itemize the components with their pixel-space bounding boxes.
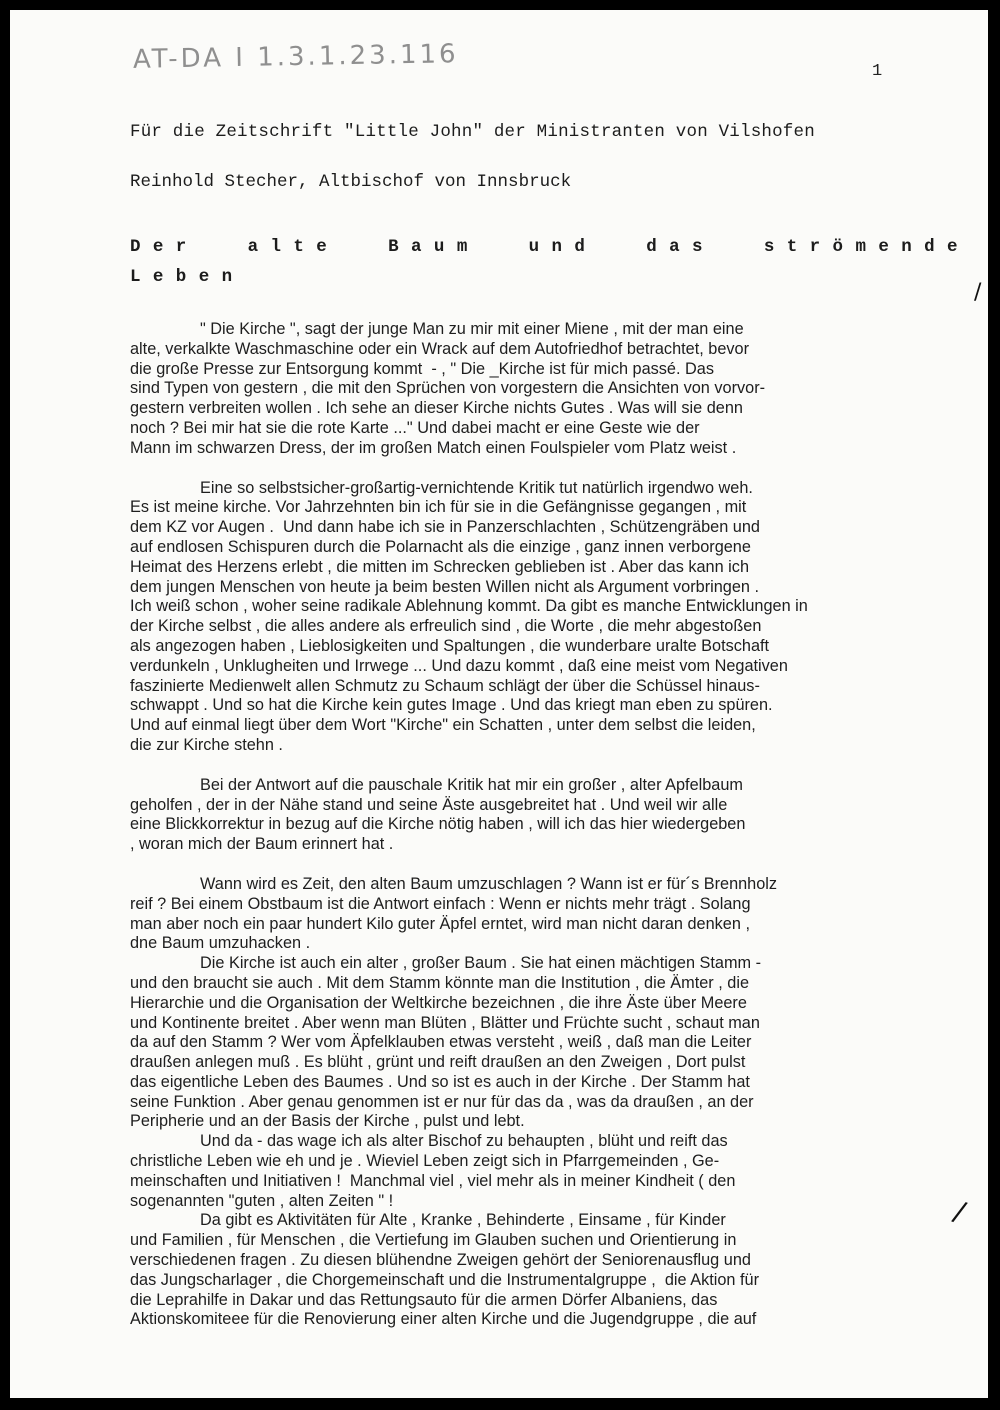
text-line: alte, verkalkte Waschmaschine oder ein Wrack auf dem Autofriedhof betrachtet, bevor	[130, 339, 749, 358]
text-line: auf endlosen Schispuren durch die Polarnacht als die einzige , ganz innen verborgene	[130, 537, 751, 556]
text-line: dem KZ vor Augen . Und dann habe ich sie in Panzerschlachten , Schützengräben und	[130, 518, 760, 537]
text-line: Eine so selbstsicher-großartig-vernichtende Kritik tut natürlich irgendwo weh.	[200, 478, 753, 497]
text-line: Mann im schwarzen Dress, der im großen Match einen Foulspieler vom Platz weist .	[130, 438, 737, 457]
text-line: Hierarchie und die Organisation der Weltkirche bezeichnen , die ihre Äste über Meere	[130, 993, 747, 1012]
paragraph-3	[130, 776, 982, 855]
text-line: noch ? Bei mir hat sie die rote Karte ..." Und dabei macht er eine Geste wie der	[130, 418, 700, 437]
text-line: Peripherie und an der Basis der Kirche , pulst und lebt.	[130, 1112, 525, 1131]
text-line: , woran mich der Baum erinnert hat .	[130, 835, 394, 854]
text-line: Wann wird es Zeit, den alten Baum umzuschlagen ? Wann ist er für´s Brennholz	[200, 874, 778, 893]
text-line: geholfen , der in der Nähe stand und seine Äste ausgebreitet hat . Und weil wir alle	[130, 795, 728, 814]
text-line: man aber noch ein paar hundert Kilo guter Äpfel erntet, wird man nicht daran denken ,	[130, 914, 750, 933]
text-line: dem jungen Menschen von heute ja beim besten Willen nicht als Argument vorbringen .	[130, 577, 759, 596]
title-line-1: Der alte Baum und das strömende	[130, 237, 970, 257]
author-line: Reinhold Stecher, Altbischof von Innsbruck	[130, 172, 572, 192]
text-line: Da gibt es Aktivitäten für Alte , Kranke , Behinderte , Einsame , für Kinder	[200, 1211, 726, 1230]
text-line: Es ist meine kirche. Vor Jahrzehnten bin ich für sie in die Gefängnisse gegangen , mit	[130, 498, 747, 517]
paragraph-gap	[130, 756, 982, 776]
text-line: seine Funktion . Aber genau genommen ist er nur für das da , was da draußen , an der	[130, 1092, 754, 1111]
margin-mark-icon: /	[949, 1194, 970, 1229]
text-line: draußen anlegen muß . Es blüht , grünt und reift draußen an den Zweigen , Dort pulst	[130, 1053, 746, 1072]
paragraph-2	[130, 479, 982, 756]
paragraph-gap	[130, 459, 982, 479]
text-line: Die Kirche ist auch ein alter , großer Baum . Sie hat einen mächtigen Stamm -	[200, 954, 762, 973]
body-text	[130, 320, 982, 1330]
text-line: christliche Leben wie eh und je . Wieviel Leben zeigt sich in Pfarrgemeinden , Ge-	[130, 1152, 720, 1171]
paragraph-gap	[130, 855, 982, 875]
text-line: das eigentliche Leben des Baumes . Und so ist es auch in der Kirche . Der Stamm hat	[130, 1072, 750, 1091]
document-title	[130, 232, 970, 292]
text-line: faszinierte Medienwelt allen Schmutz zu Schaum schlägt der über die Schüssel hinaus-	[130, 676, 760, 695]
text-line: Und auf einmal liegt über dem Wort "Kirche" ein Schatten , unter dem selbst die leiden,	[130, 716, 756, 735]
text-line: schwappt . Und so hat die Kirche kein gutes Image . Und das kriegt man eben zu spüren.	[130, 696, 773, 715]
text-line: als angezogen haben , Lieblosigkeiten und Spaltungen , die wunderbare uralte Botschaft	[130, 636, 770, 655]
text-line: Aktionskomiteee für die Renovierung einer alten Kirche und die Jugendgruppe , die auf	[130, 1310, 757, 1329]
text-line: Heimat des Herzens erlebt , die mitten im Schrecken geblieben ist . Aber das kann ich	[130, 557, 749, 576]
text-line: eine Blickkorrektur in bezug auf die Kirche nötig haben , will ich das hier wiedergeben	[130, 815, 746, 834]
paragraph-4	[130, 875, 982, 954]
page-number: 1	[872, 62, 883, 81]
publication-line: Für die Zeitschrift "Little John" der Ministranten von Vilshofen	[130, 122, 815, 142]
text-line: die zur Kirche stehn .	[130, 735, 283, 754]
text-line: sogenannten "guten , alten Zeiten " !	[130, 1191, 394, 1210]
text-line: die Leprahilfe in Dakar und das Rettungsauto für die armen Dörfer Albaniens, das	[130, 1290, 718, 1309]
text-line: sind Typen von gestern , die mit den Sprüchen von vorgestern die Ansichten von vorvor-	[130, 379, 766, 398]
text-line: Bei der Antwort auf die pauschale Kritik hat mir ein großer , alter Apfelbaum	[200, 775, 743, 794]
text-line: und Kontinente breitet . Aber wenn man Blüten , Blätter und Früchte sucht , schaut man	[130, 1013, 760, 1032]
text-line: Ich weiß schon , woher seine radikale Ablehnung kommt. Da gibt es manche Entwicklungen in	[130, 597, 808, 616]
archive-reference-stamp: AT-DA I 1.3.1.23.116	[132, 39, 459, 75]
text-line: reif ? Bei einem Obstbaum ist die Antwort einfach : Wenn er nichts mehr trägt . Solang	[130, 894, 751, 913]
text-line: der Kirche selbst , die alles andere als erfreulich sind , die Worte , die mehr abgestoßen	[130, 617, 762, 636]
text-line: dne Baum umzuhacken .	[130, 934, 311, 953]
paragraph-6	[130, 1132, 982, 1211]
title-line-2: Leben	[130, 267, 245, 287]
text-line: und den braucht sie auch . Mit dem Stamm könnte man die Institution , die Ämter , die	[130, 973, 750, 992]
margin-mark-icon: /	[974, 280, 982, 305]
text-line: gestern verbreiten wollen . Ich sehe an dieser Kirche nichts Gutes . Was will sie denn	[130, 399, 743, 418]
text-line: da auf den Stamm ? Wer vom Äpfelklauben etwas versteht , weiß , daß man die Leiter	[130, 1033, 752, 1052]
paragraph-1	[130, 320, 982, 459]
text-line: verschiedenen fragen . Zu diesen blühendne Zweigen gehört der Seniorenausflug und	[130, 1251, 751, 1270]
paragraph-5	[130, 954, 982, 1132]
document-page	[10, 10, 988, 1398]
paragraph-7	[130, 1211, 982, 1330]
text-line: die große Presse zur Entsorgung kommt - , " Die _Kirche ist für mich passé. Das	[130, 359, 714, 378]
text-line: das Jungscharlager , die Chorgemeinschaft und die Instrumentalgruppe , die Aktion für	[130, 1270, 760, 1289]
text-line: " Die Kirche ", sagt der junge Man zu mir mit einer Miene , mit der man eine	[200, 320, 744, 338]
text-line: und Familien , für Menschen , die Vertiefung im Glauben suchen und Orientierung in	[130, 1231, 737, 1250]
text-line: verdunkeln , Unklugheiten und Irrwege ... Und dazu kommt , daß eine meist vom Negativen	[130, 656, 788, 675]
text-line: Und da - das wage ich als alter Bischof zu behaupten , blüht und reift das	[200, 1132, 728, 1151]
text-line: meinschaften und Initiativen ! Manchmal viel , viel mehr als in meiner Kindheit ( den	[130, 1171, 736, 1190]
